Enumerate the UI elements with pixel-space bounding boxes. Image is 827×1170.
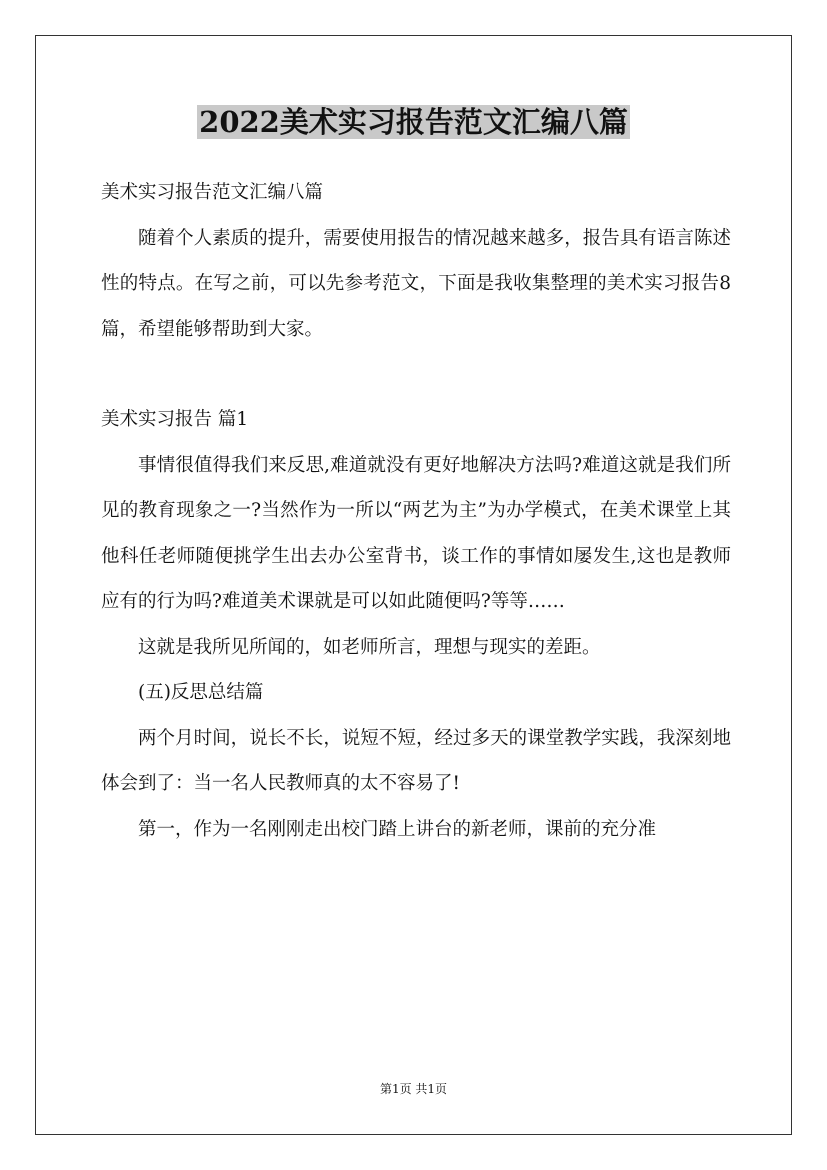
subtitle-paragraph: 美术实习报告范文汇编八篇 [101, 182, 324, 203]
document-body [101, 170, 731, 852]
page-number-footer: 第1页 共1页 [379, 1082, 448, 1096]
body-paragraph: 这就是我所见所闻的，如老师所言，理想与现实的差距。 [138, 636, 601, 658]
subsection-heading: (五)反思总结篇 [138, 682, 264, 703]
body-paragraph: 第一，作为一名刚刚走出校门踏上讲台的新老师，课前的充分准 [138, 818, 657, 840]
body-paragraph: 事情很值得我们来反思,难道就没有更好地解决方法吗?难道这就是我们所见的教育现象之一?当然作为一所以“两艺为主”为办学模式，在美术课堂上其他科任老师随便挑学生出去办公室背书，谈工作的事情如屡发生,这也是教师应有的行为吗?难道美术课就是可以如此随便吗?等等…… [101, 454, 731, 612]
section-heading: 美术实习报告 篇1 [101, 409, 249, 430]
document-title-text: 2022美术实习报告范文汇编八篇 [199, 105, 628, 139]
body-paragraph: 两个月时间，说长不长，说短不短，经过多天的课堂教学实践，我深刻地体会到了：当一名人民教师真的太不容易了! [101, 727, 731, 794]
document-title [0, 100, 827, 144]
intro-paragraph: 随着个人素质的提升，需要使用报告的情况越来越多，报告具有语言陈述性的特点。在写之前，可以先参考范文，下面是我收集整理的美术实习报告8篇，希望能够帮助到大家。 [101, 227, 731, 340]
